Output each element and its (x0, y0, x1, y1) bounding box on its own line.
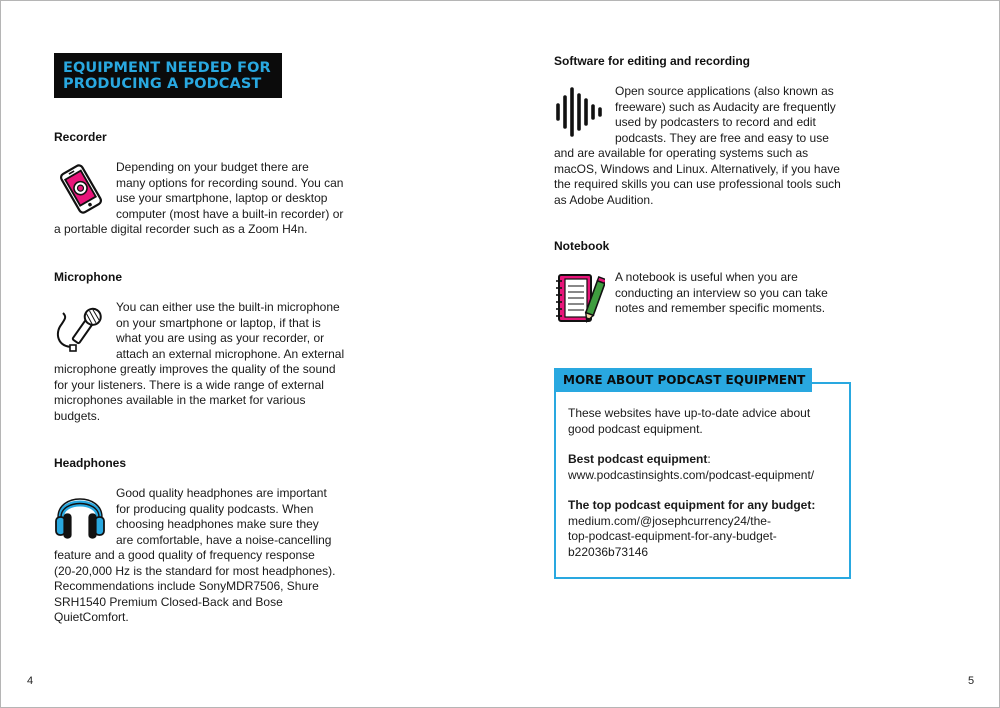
recorder-line-5: a portable digital recorder such as a Zoom H4n. (54, 222, 308, 236)
recorder-text (54, 160, 343, 238)
section-banner (54, 53, 282, 98)
software-text (554, 84, 841, 208)
headphones-line-3: choosing headphones make sure they (116, 517, 319, 531)
software-line-4: podcasts. They are free and easy to use (615, 130, 829, 145)
headphones-line-2: for producing quality podcasts. When (116, 501, 314, 516)
more-info-link2 (568, 498, 815, 560)
software-line-6: macOS, Windows and Linux. Alternatively, if you have (554, 161, 840, 176)
software-heading: Software for editing and recording (554, 54, 751, 68)
headphones-line-7: Recommendations include SonyMDR7506, Shure (54, 579, 319, 593)
notebook-pencil-icon (553, 271, 605, 332)
microphone-line-5: microphone greatly improves the quality of the sound (54, 362, 336, 376)
recorder-line-4: computer (most have a built-in recorder) or (116, 206, 344, 221)
page-number-left: 4 (27, 675, 34, 687)
headphones-line-8: SRH1540 Premium Closed-Back and Bose (54, 594, 283, 609)
notebook-line-1: A notebook is useful when you are (615, 270, 798, 284)
notebook-line-3: notes and remember specific moments. (615, 301, 826, 315)
recorder-line-1: Depending on your budget there are (116, 160, 309, 174)
headphones-line-1: Good quality headphones are important (116, 486, 327, 500)
software-line-1: Open source applications (also known as (615, 84, 834, 98)
microphone-line-2: on your smartphone or laptop, if that is (116, 315, 321, 330)
recorder-heading: Recorder (54, 130, 107, 144)
more-info-link2-url-line-3[interactable]: b22036b73146 (568, 544, 649, 559)
notebook-text (615, 270, 828, 317)
software-line-5: and are available for operating systems such as (554, 146, 809, 160)
more-info-link2-url-line-2[interactable]: top-podcast-equipment-for-any-budget- (568, 529, 777, 543)
microphone-line-1: You can either use the built-in microphone (116, 300, 340, 314)
software-line-3: used by podcasters to record and edit (615, 115, 816, 129)
microphone-line-3: what you are using as your recorder, or (116, 331, 325, 345)
microphone-line-7: microphones available in the market for various (54, 393, 306, 407)
more-info-intro (568, 406, 810, 437)
more-info-link1-colon: : (707, 452, 711, 466)
recorder-line-3: use your smartphone, laptop or desktop (116, 191, 328, 205)
more-info-box-title: MORE ABOUT PODCAST EQUIPMENT (554, 368, 812, 392)
headphones-line-5: feature and a good quality of frequency response (54, 548, 315, 562)
more-info-link2-label: The top podcast equipment for any budget: (568, 498, 816, 512)
microphone-heading: Microphone (54, 270, 122, 284)
banner-line-2: PRODUCING A PODCAST (63, 76, 262, 92)
more-info-intro-line-2: good podcast equipment. (568, 421, 703, 436)
banner-line-1: EQUIPMENT NEEDED FOR (63, 60, 271, 76)
more-info-link1-url[interactable]: www.podcastinsights.com/podcast-equipment/ (568, 467, 815, 482)
more-info-link1-label: Best podcast equipment (568, 452, 708, 466)
microphone-line-6: for your listeners. There is a wide range of external (54, 377, 324, 392)
headphones-line-6: (20-20,000 Hz is the standard for most headphones). (54, 563, 336, 578)
microphone-line-4: attach an external microphone. An external (116, 346, 345, 361)
microphone-text (54, 300, 344, 424)
microphone-line-8: budgets. (54, 408, 101, 423)
page-number-right: 5 (968, 675, 975, 687)
more-info-link1-heading (568, 452, 814, 468)
more-info-intro-line-1: These websites have up-to-date advice about (568, 406, 811, 420)
software-line-8: as Adobe Audition. (554, 192, 654, 207)
recorder-line-2: many options for recording sound. You can (116, 175, 344, 190)
headphones-text (54, 486, 336, 626)
software-line-2: freeware) such as Audacity are frequently (615, 99, 836, 114)
software-line-7: the required skills you can use professional tools such (554, 177, 841, 191)
notebook-line-2: conducting an interview so you can take (615, 285, 828, 300)
notebook-heading: Notebook (554, 239, 610, 253)
headphones-line-9: QuietComfort. (54, 610, 129, 624)
headphones-line-4: are comfortable, have a noise-cancelling (116, 532, 332, 547)
more-info-link1 (568, 452, 814, 483)
more-info-link2-url-line-1[interactable]: medium.com/@josephcurrency24/the- (568, 513, 771, 528)
headphones-heading: Headphones (54, 456, 127, 470)
